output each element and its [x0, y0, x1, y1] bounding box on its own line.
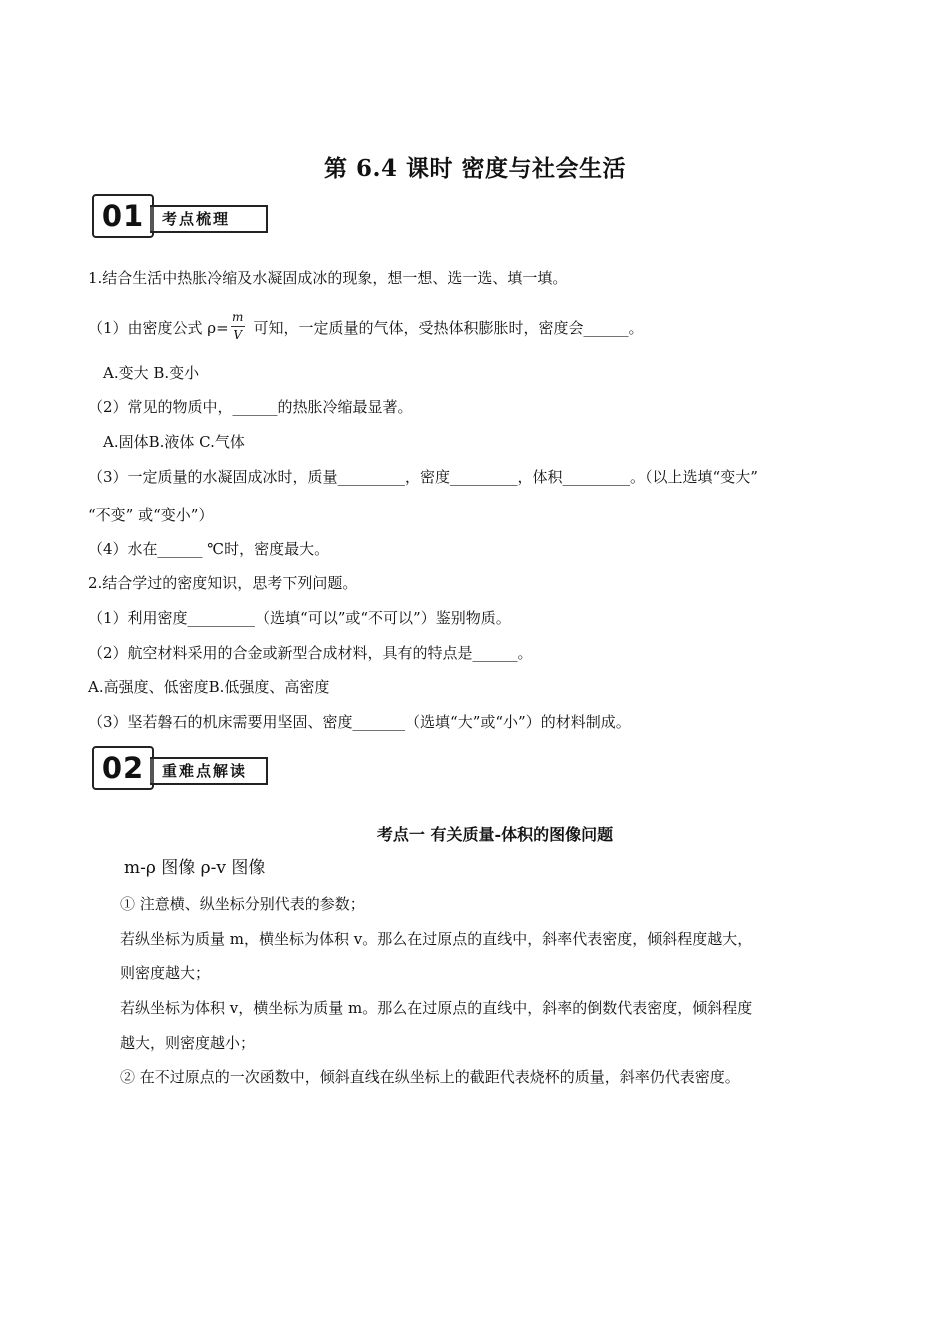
- label-shade: [150, 207, 154, 231]
- page-title: 第 6.4 课时 密度与社会生活: [323, 155, 627, 182]
- key-point-heading: 考点一 有关质量-体积的图像问题: [376, 825, 614, 844]
- note-3: 若纵坐标为体积 v，横坐标为质量 m。那么在过原点的直线中，斜率的倒数代表密度，倾斜程度: [120, 999, 753, 1017]
- section-label: 重难点解读: [162, 762, 248, 780]
- fraction-numerator: m: [232, 310, 244, 324]
- section-number: 02: [92, 746, 154, 790]
- question-1-intro: 1.结合生活中热胀冷缩及水凝固成冰的现象，想一想、选一选、填一填。: [88, 269, 568, 287]
- question-1-part-2: （2）常见的物质中，______的热胀冷缩最显著。: [88, 398, 413, 416]
- formula-suffix: 可知，一定质量的气体，受热体积膨胀时，密度会______。: [248, 319, 644, 337]
- question-1-part-4: （4）水在______ ℃时，密度最大。: [88, 540, 330, 558]
- section-label-bar: [150, 757, 268, 785]
- note-2-continued: 则密度越大；: [120, 964, 211, 982]
- density-fraction: [231, 310, 245, 344]
- note-2: 若纵坐标为质量 m，横坐标为体积 v。那么在过原点的直线中，斜率代表密度，倾斜程度越大，: [120, 930, 753, 948]
- note-4: ② 在不过原点的一次函数中，倾斜直线在纵坐标上的截距代表烧杯的质量，斜率仍代表密度。: [120, 1068, 740, 1086]
- note-1: ① 注意横、纵坐标分别代表的参数；: [120, 895, 365, 913]
- question-2-part-3: （3）坚若磐石的机床需要用坚固、密度_______（选填“大”或“小”）的材料制成。: [88, 713, 631, 731]
- section-number: 01: [92, 194, 154, 238]
- graph-types: m-ρ 图像 ρ-v 图像: [124, 858, 266, 878]
- question-2-part-2: （2）航空材料采用的合金或新型合成材料，具有的特点是______。: [88, 644, 533, 662]
- question-2-part-2-options: A.高强度、低密度B.低强度、高密度: [88, 678, 330, 696]
- fraction-bar: [231, 326, 245, 327]
- formula-prefix: （1）由密度公式 ρ=: [88, 319, 229, 337]
- section-label-bar: [150, 205, 268, 233]
- question-1-part-2-options: A.固体B.液体 C.气体: [103, 433, 245, 451]
- fraction-denominator: V: [233, 328, 243, 342]
- question-1-part-1: [88, 308, 643, 348]
- question-2-intro: 2.结合学过的密度知识，思考下列问题。: [88, 574, 358, 592]
- section-label: 考点梳理: [162, 210, 231, 228]
- question-1-part-3-continued: “不变” 或“变小”）: [88, 506, 214, 524]
- question-1-part-3: （3）一定质量的水凝固成冰时，质量_________，密度_________，体积_________。（以上选填“变大”: [88, 468, 758, 486]
- label-shade: [150, 759, 154, 783]
- note-3-continued: 越大，则密度越小；: [120, 1034, 256, 1052]
- question-1-part-1-options: A.变大 B.变小: [103, 364, 200, 382]
- question-2-part-1: （1）利用密度_________（选填“可以”或“不可以”）鉴别物质。: [88, 609, 511, 627]
